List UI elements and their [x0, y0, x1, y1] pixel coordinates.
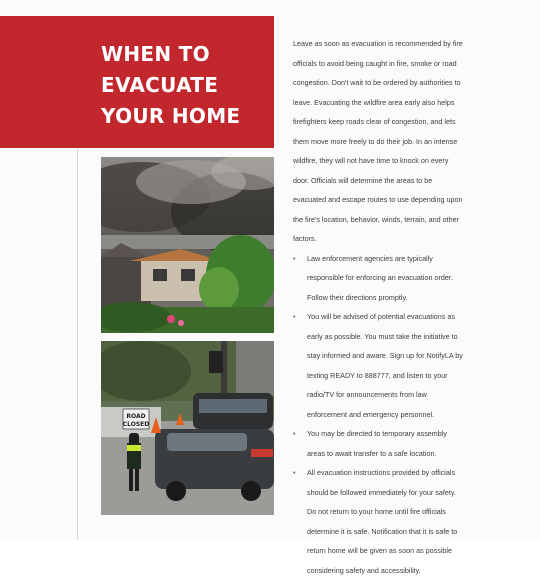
road-sign-line: ROAD [126, 413, 145, 420]
title-line: WHEN TO [101, 42, 210, 66]
list-item [293, 424, 463, 463]
bullet-glyph: • [293, 424, 296, 444]
list-item-text: You will be advised of potential evacuations as early as possible. You must take the initiative to stay informed and aware. Sign up for NotifyLA by texting READY to 888777, and listen to your radio/TV for announcements from law enforcement and emergency personnel. [307, 312, 463, 419]
list-item-text: You may be directed to temporary assembly areas to await transfer to a safe location. [307, 429, 447, 458]
road-closure-photo [101, 341, 274, 515]
title-line: EVACUATE [101, 73, 218, 97]
instructions-list [293, 249, 463, 580]
list-item [293, 307, 463, 424]
body-text [293, 34, 463, 580]
list-item-text: All evacuation instructions provided by officials should be followed immediately for your safety. Do not return to your home until fire officials determine it is safe. Notification that it is safe to return home will be given as soon as possible considering safety and accessibility. [307, 468, 457, 575]
wildfire-smoke-photo [101, 157, 274, 333]
margin-rule [77, 148, 78, 540]
list-item [293, 249, 463, 308]
title-line: YOUR HOME [101, 104, 240, 128]
list-item-text: Law enforcement agencies are typically responsible for enforcing an evacuation order. Follow their directions promptly. [307, 254, 453, 302]
bullet-glyph: • [293, 249, 296, 269]
road-sign-line: CLOSED [123, 421, 150, 428]
page-title [101, 39, 271, 132]
intro-paragraph: Leave as soon as evacuation is recommended by fire officials to avoid being caught in fire, smoke or road congestion. Don't wait to be ordered by authorities to leave. Evacuating the wildfire area early also helps firefighters keep roads clear of congestion, and lets them move more freely to do their job. In an intense wildfire, they will not have time to knock on every door. Officials will determine the areas to be evacuated and escape routes to use depending upon the fire's location, behavior, winds, terrain, and other factors. [293, 34, 463, 249]
bullet-glyph: • [293, 307, 296, 327]
bullet-glyph: • [293, 463, 296, 483]
list-item [293, 463, 463, 580]
